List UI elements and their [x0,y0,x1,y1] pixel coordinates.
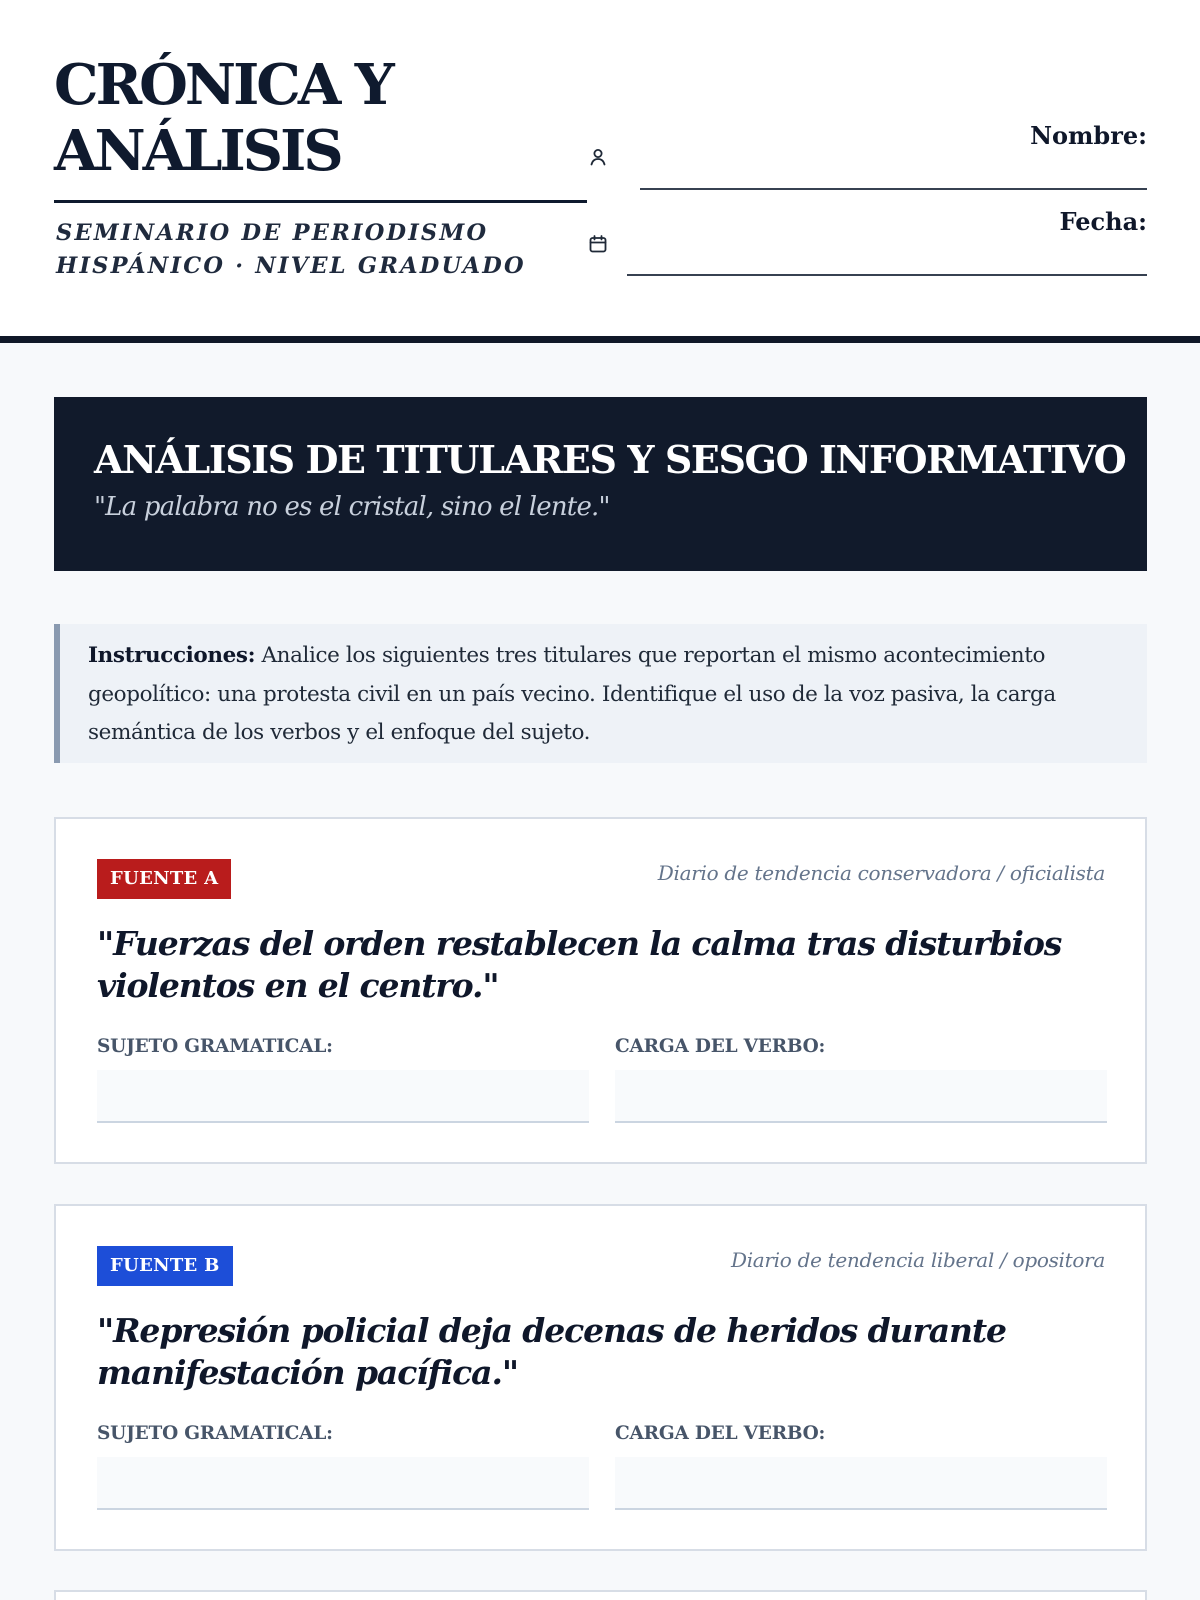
name-label: Nombre: [1030,121,1147,150]
verb-input[interactable] [615,1457,1107,1510]
instructions-label: Instrucciones: [88,643,256,668]
source-badge: FUENTE A [97,859,231,899]
verb-input[interactable] [615,1070,1107,1123]
subject-label: SUJETO GRAMATICAL: [97,1423,333,1444]
page-header [0,0,1200,343]
brand-title-line1: CRÓNICA Y [54,52,392,118]
date-label: Fecha: [1059,207,1147,236]
brand-subtitle [56,217,576,283]
instructions-box [54,624,1147,763]
headline-quote: "Fuerzas del orden restablecen la calma tras disturbios violentos en el centro." [97,924,1062,1005]
subject-input[interactable] [97,1070,589,1123]
source-description: Diario de tendencia liberal / opositora [730,1248,1105,1272]
name-field[interactable] [640,188,1147,190]
verb-label: CARGA DEL VERBO: [615,1423,826,1444]
section-banner [54,397,1147,571]
brand-title [54,52,392,184]
headline-quote: "Represión policial deja decenas de heridos durante manifestación pacífica." [97,1311,1006,1392]
section-quote: "La palabra no es el cristal, sino el lente." [94,492,610,522]
brand-title-line2: ANÁLISIS [54,118,341,184]
instructions-text: Analice los siguientes tres titulares que reportan el mismo acontecimiento geopolítico: una protesta civil en un país vecino. Identifique el uso de la voz pasiva, la carga semántica de los verbos y el enfoque del sujeto. [88,643,1056,745]
subtitle-line1: SEMINARIO DE PERIODISMO [56,220,489,246]
source-description: Diario de tendencia conservadora / oficialista [657,861,1105,885]
source-card-c [54,1590,1147,1600]
subtitle-line2: HISPÁNICO · NIVEL GRADUADO [56,253,526,279]
subject-input[interactable] [97,1457,589,1510]
date-field[interactable] [627,274,1147,276]
source-card-b [54,1204,1147,1551]
source-badge: FUENTE B [97,1246,233,1286]
section-title: ANÁLISIS DE TITULARES Y SESGO INFORMATIVO [94,437,1126,482]
source-card-a [54,817,1147,1164]
verb-label: CARGA DEL VERBO: [615,1036,826,1057]
subject-label: SUJETO GRAMATICAL: [97,1036,333,1057]
brand-divider [54,200,587,203]
calendar-icon [587,233,609,255]
user-icon [587,146,609,168]
